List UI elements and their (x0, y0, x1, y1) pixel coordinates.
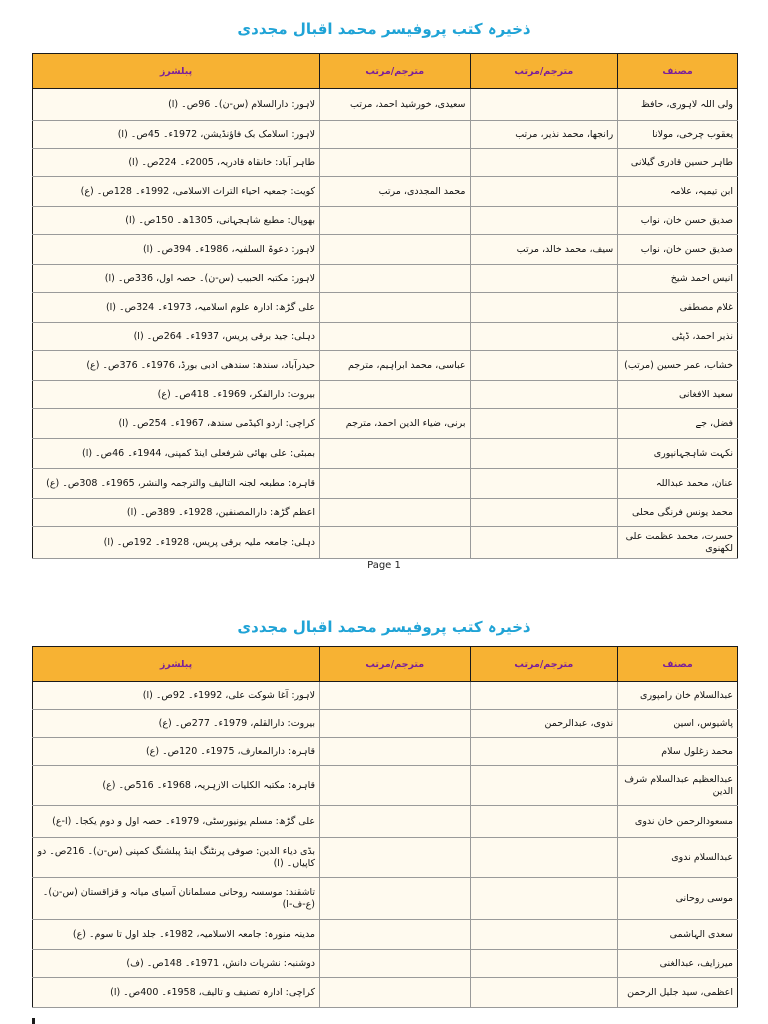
table-row (33, 766, 738, 806)
author-cell: محمد زغلول سلام (618, 738, 738, 766)
publisher-cell: لاہور: دعوۃ السلفیہ، 1986ء۔ 394ص۔ (ا) (33, 235, 320, 265)
table-row (33, 710, 738, 738)
author-cell: میرزایف، عبدالغنی (618, 950, 738, 978)
table-row (33, 177, 738, 207)
editor-1-cell (470, 293, 618, 323)
author-cell: محمد یونس فرنگی محلی (618, 499, 738, 527)
editor-2-cell (320, 738, 470, 766)
author-cell: ولی اللہ لاہوری، حافظ (618, 89, 738, 121)
author-cell: پاشیوس، اسین (618, 710, 738, 738)
publisher-cell: بیروت: دارالفکر، 1969ء۔ 418ص۔ (ع) (33, 381, 320, 409)
table-row (33, 265, 738, 293)
editor-2-cell (320, 878, 470, 920)
editor-2-cell (320, 121, 470, 149)
header-row (33, 647, 738, 682)
editor-1-cell (470, 838, 618, 878)
table-row (33, 351, 738, 381)
table-row (33, 978, 738, 1008)
table-row (33, 838, 738, 878)
author-cell: صدیق حسن خان، نواب (618, 207, 738, 235)
editor-1-cell (470, 738, 618, 766)
header-editor-1: مترجم/مرتب (470, 647, 618, 682)
publisher-cell: قاہرہ: مکتبہ الکلیات الازہریہ، 1968ء۔ 516ص۔ (ع) (33, 766, 320, 806)
editor-1-cell (470, 323, 618, 351)
author-cell: عبدالسلام ندوی (618, 838, 738, 878)
editor-2-cell: سعیدی، خورشید احمد، مرتب (320, 89, 470, 121)
publisher-cell: علی گڑھ: مسلم یونیورسٹی، 1979ء۔ حصہ اول و دوم یکجا۔ (ا-ع) (33, 806, 320, 838)
author-cell: سعید الافغانی (618, 381, 738, 409)
author-cell: یعقوب چرخی، مولانا (618, 121, 738, 149)
editor-2-cell (320, 439, 470, 469)
table-row (33, 381, 738, 409)
page-number: Page 1 (367, 560, 401, 571)
publisher-cell: بیروت: دارالقلم، 1979ء۔ 277ص۔ (ع) (33, 710, 320, 738)
editor-2-cell (320, 207, 470, 235)
author-cell: ابن تیمیہ، علامہ (618, 177, 738, 207)
editor-1-cell (470, 409, 618, 439)
editor-2-cell (320, 950, 470, 978)
publisher-cell: لاہور: دارالسلام (س-ن)۔ 96ص۔ (ا) (33, 89, 320, 121)
author-cell: عبدالسلام خان رامپوری (618, 682, 738, 710)
editor-1-cell (470, 89, 618, 121)
table-row (33, 527, 738, 559)
author-cell: سعدی الہاشمی (618, 920, 738, 950)
publisher-cell: کراچی: ادارہ تصنیف و تالیف، 1958ء۔ 400ص۔ (ا) (33, 978, 320, 1008)
publisher-cell: دوشنبہ: نشریات دانش، 1971ء۔ 148ص۔ (ف) (33, 950, 320, 978)
publisher-cell: لاہور: مکتبہ الحبیب (س-ن)۔ حصہ اول، 336ص۔ (ا) (33, 265, 320, 293)
table-continuation-edge (32, 1018, 35, 1024)
publisher-cell: تاشقند: موسسہ روحانی مسلمانان آسیای میانہ و قزاقستان (س-ن)۔ (ع-ف-ا) (33, 878, 320, 920)
table-row (33, 409, 738, 439)
publisher-cell: دہلی: جید برقی پریس، 1937ء۔ 264ص۔ (ا) (33, 323, 320, 351)
table-row (33, 149, 738, 177)
author-cell: نذیر احمد، ڈپٹی (618, 323, 738, 351)
header-row (33, 54, 738, 89)
editor-1-cell (470, 978, 618, 1008)
editor-2-cell: برنی، ضیاء الدین احمد، مترجم (320, 409, 470, 439)
author-cell: اعظمی، سید جلیل الرحمن (618, 978, 738, 1008)
editor-1-cell (470, 177, 618, 207)
author-cell: حسرت، محمد عظمت علی لکھنوی (618, 527, 738, 559)
editor-1-cell (470, 527, 618, 559)
publisher-cell: مدینہ منورہ: جامعہ الاسلامیہ، 1982ء۔ جلد اول تا سوم۔ (ع) (33, 920, 320, 950)
editor-2-cell (320, 838, 470, 878)
catalog-table (32, 53, 738, 559)
editor-2-cell (320, 265, 470, 293)
header-author: مصنف (618, 647, 738, 682)
editor-1-cell (470, 265, 618, 293)
author-cell: عبدالعظیم عبدالسلام شرف الدین (618, 766, 738, 806)
editor-1-cell (470, 682, 618, 710)
editor-2-cell (320, 323, 470, 351)
publisher-cell: حیدرآباد، سندھ: سندھی ادبی بورڈ، 1976ء۔ 376ص۔ (ع) (33, 351, 320, 381)
author-cell: نکہت شاہجہانپوری (618, 439, 738, 469)
table-row (33, 469, 738, 499)
editor-1-cell (470, 351, 618, 381)
table-row (33, 682, 738, 710)
publisher-cell: قاہرہ: مطبعہ لجنہ التالیف والترجمہ والنشر، 1965ء۔ 308ص۔ (ع) (33, 469, 320, 499)
editor-1-cell (470, 950, 618, 978)
author-cell: مسعودالرحمن خان ندوی (618, 806, 738, 838)
header-editor-2: مترجم/مرتب (320, 54, 470, 89)
table-row (33, 499, 738, 527)
editor-2-cell: محمد المجددی، مرتب (320, 177, 470, 207)
table-row (33, 235, 738, 265)
table-row (33, 950, 738, 978)
page-title: ذخیرہ کتب پروفیسر محمد اقبال مجددی (237, 618, 531, 636)
publisher-cell: کراچی: اردو اکیڈمی سندھ، 1967ء۔ 254ص۔ (ا) (33, 409, 320, 439)
catalog-table (32, 646, 738, 1008)
publisher-cell: کویت: جمعیہ احیاء التراث الاسلامی، 1992ء۔ 128ص۔ (ع) (33, 177, 320, 207)
table-row (33, 806, 738, 838)
header-publisher: پبلشرز (33, 54, 320, 89)
author-cell: طاہر حسین قادری گیلانی (618, 149, 738, 177)
editor-2-cell (320, 469, 470, 499)
author-cell: عنان، محمد عبداللہ (618, 469, 738, 499)
table-row (33, 121, 738, 149)
editor-2-cell (320, 149, 470, 177)
editor-2-cell (320, 806, 470, 838)
table-row (33, 89, 738, 121)
author-cell: فضل، جے (618, 409, 738, 439)
publisher-cell: بڈی دیاء الدین: صوفی پرنٹنگ اینڈ پبلشنگ کمپنی (س-ن)۔ 216ص۔ دو کاپیاں۔ (ا) (33, 838, 320, 878)
editor-2-cell (320, 682, 470, 710)
publisher-cell: قاہرہ: دارالمعارف، 1975ء۔ 120ص۔ (ع) (33, 738, 320, 766)
editor-1-cell (470, 439, 618, 469)
table-row (33, 920, 738, 950)
editor-2-cell (320, 766, 470, 806)
editor-2-cell (320, 920, 470, 950)
editor-1-cell (470, 766, 618, 806)
author-cell: خشاب، عمر حسین (مرتب) (618, 351, 738, 381)
table-row (33, 439, 738, 469)
editor-2-cell (320, 381, 470, 409)
editor-1-cell: سیف، محمد خالد، مرتب (470, 235, 618, 265)
editor-2-cell (320, 978, 470, 1008)
publisher-cell: اعظم گڑھ: دارالمصنفین، 1928ء۔ 389ص۔ (ا) (33, 499, 320, 527)
publisher-cell: بمبئی: علی بھائی شرفعلی اینڈ کمپنی، 1944ء۔ 46ص۔ (ا) (33, 439, 320, 469)
author-cell: غلام مصطفی (618, 293, 738, 323)
publisher-cell: علی گڑھ: ادارہ علوم اسلامیہ، 1973ء۔ 324ص۔ (ا) (33, 293, 320, 323)
publisher-cell: دہلی: جامعہ ملیہ برقی پریس، 1928ء۔ 192ص۔ (ا) (33, 527, 320, 559)
editor-1-cell (470, 920, 618, 950)
header-publisher: پبلشرز (33, 647, 320, 682)
author-cell: صدیق حسن خان، نواب (618, 235, 738, 265)
editor-2-cell (320, 499, 470, 527)
header-author: مصنف (618, 54, 738, 89)
editor-1-cell (470, 499, 618, 527)
editor-2-cell (320, 527, 470, 559)
table-row (33, 323, 738, 351)
header-editor-2: مترجم/مرتب (320, 647, 470, 682)
editor-2-cell (320, 293, 470, 323)
table-row (33, 738, 738, 766)
table-row (33, 207, 738, 235)
publisher-cell: بھوپال: مطبع شاہجہانی، 1305ھ۔ 150ص۔ (ا) (33, 207, 320, 235)
editor-1-cell (470, 806, 618, 838)
editor-1-cell (470, 381, 618, 409)
author-cell: انیس احمد شیخ (618, 265, 738, 293)
header-editor-1: مترجم/مرتب (470, 54, 618, 89)
publisher-cell: لاہور: اسلامک بک فاؤنڈیشن، 1972ء۔ 45ص۔ (ا) (33, 121, 320, 149)
editor-2-cell (320, 235, 470, 265)
editor-1-cell (470, 207, 618, 235)
publisher-cell: لاہور: آغا شوکت علی، 1992ء۔ 92ص۔ (ا) (33, 682, 320, 710)
page-title: ذخیرہ کتب پروفیسر محمد اقبال مجددی (237, 20, 531, 38)
publisher-cell: طاہر آباد: خانقاہ قادریہ، 2005ء۔ 224ص۔ (ا) (33, 149, 320, 177)
table-row (33, 293, 738, 323)
table-row (33, 878, 738, 920)
editor-1-cell: رانجھا، محمد نذیر، مرتب (470, 121, 618, 149)
editor-1-cell (470, 149, 618, 177)
editor-2-cell (320, 710, 470, 738)
editor-2-cell: عباسی، محمد ابراہیم، مترجم (320, 351, 470, 381)
editor-1-cell (470, 469, 618, 499)
editor-1-cell: ندوی، عبدالرحمن (470, 710, 618, 738)
author-cell: موسی روحانی (618, 878, 738, 920)
editor-1-cell (470, 878, 618, 920)
